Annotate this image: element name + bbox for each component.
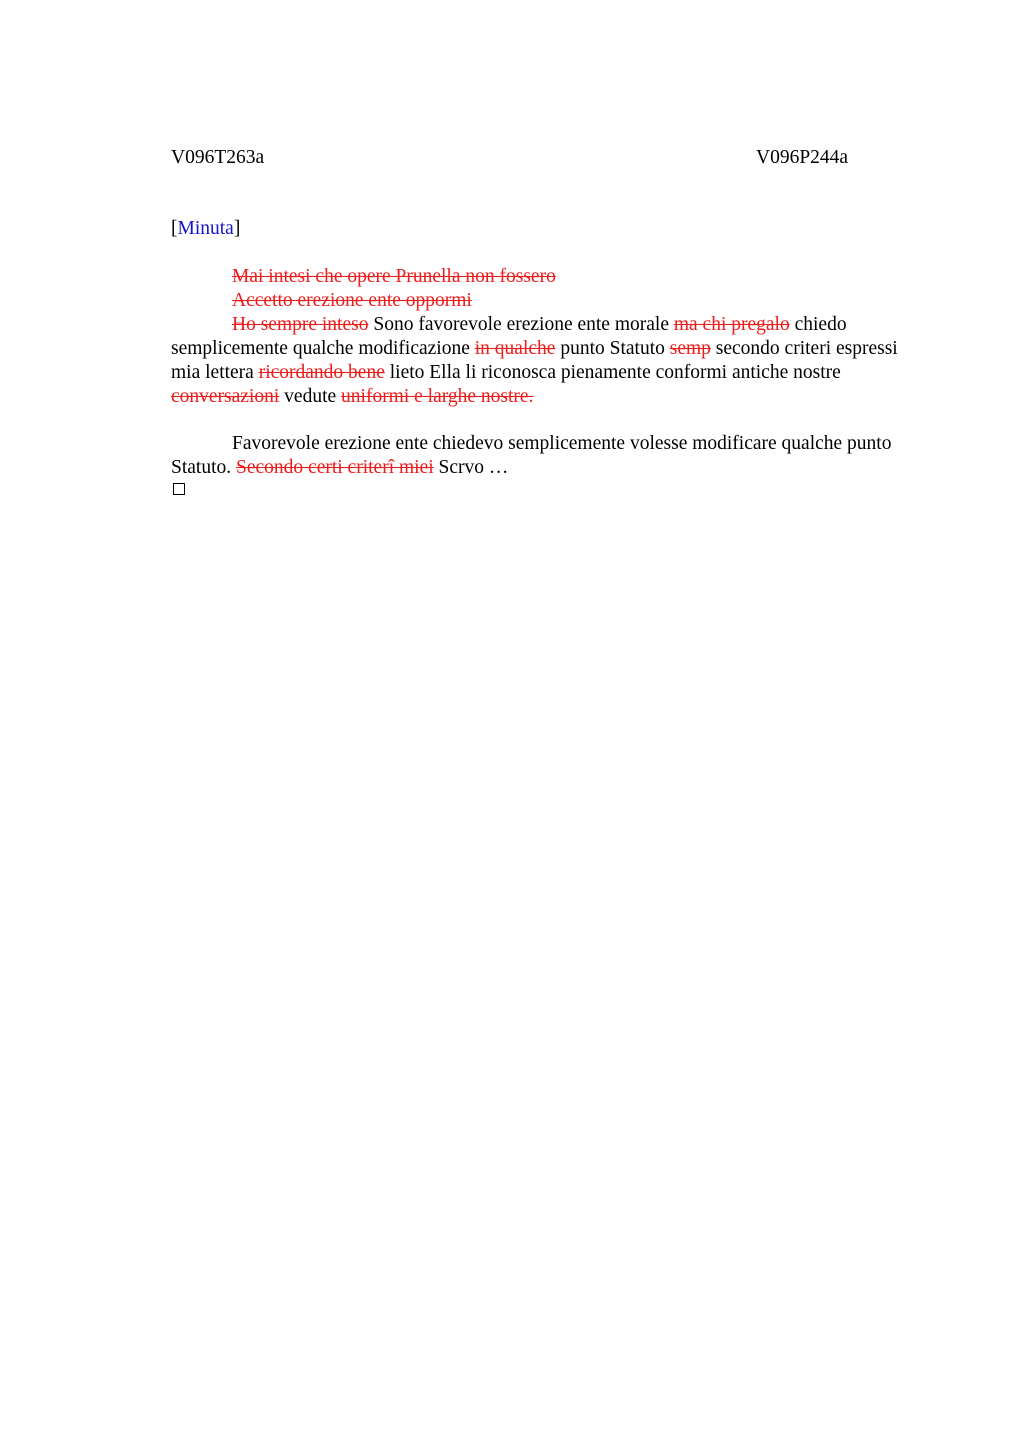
body-text: vedute xyxy=(279,386,342,407)
deleted-text: ricordando bene xyxy=(258,362,385,383)
paragraph-2 xyxy=(171,432,899,480)
document-code-left: V096T263a xyxy=(171,147,265,168)
deleted-line-1: Mai intesi che opere Prunella non fossero xyxy=(232,266,556,287)
deleted-text: conversazioni xyxy=(171,386,280,407)
body-text: secondo criteri espressi mia lettera xyxy=(171,338,898,383)
paragraph-1 xyxy=(171,313,899,409)
deleted-text: ma chi pregalo xyxy=(673,314,790,335)
deleted-text: Ho sempre inteso xyxy=(232,314,369,335)
deleted-text: Secondo certi criterî miei xyxy=(236,457,434,478)
body-text: Sono favorevole erezione ente morale xyxy=(368,314,674,335)
deleted-line-2: Accetto erezione ente oppormi xyxy=(232,290,472,311)
note-open-bracket: [ xyxy=(171,218,178,239)
deleted-text: in qualche xyxy=(474,338,556,359)
deleted-text: semp xyxy=(669,338,711,359)
body-text: chiedo semplicemente qualche modificazione xyxy=(171,314,847,359)
note-close-bracket: ] xyxy=(233,218,241,239)
deleted-text: uniformi e larghe nostre. xyxy=(341,386,534,407)
body-text: punto Statuto xyxy=(555,338,670,359)
document-page xyxy=(171,0,899,1450)
note-label: Minuta xyxy=(177,218,234,239)
body-text: lieto Ella li riconosca pienamente conformi antiche nostre xyxy=(384,362,841,383)
body-text: Favorevole erezione ente chiedevo semplicemente volesse modificare qualche punto Statuto. xyxy=(171,433,892,478)
document-code-right: V096P244a xyxy=(756,147,849,168)
body-text: Scrvo … xyxy=(433,457,509,478)
square-outline-icon xyxy=(173,483,185,495)
draft-note xyxy=(171,217,240,241)
